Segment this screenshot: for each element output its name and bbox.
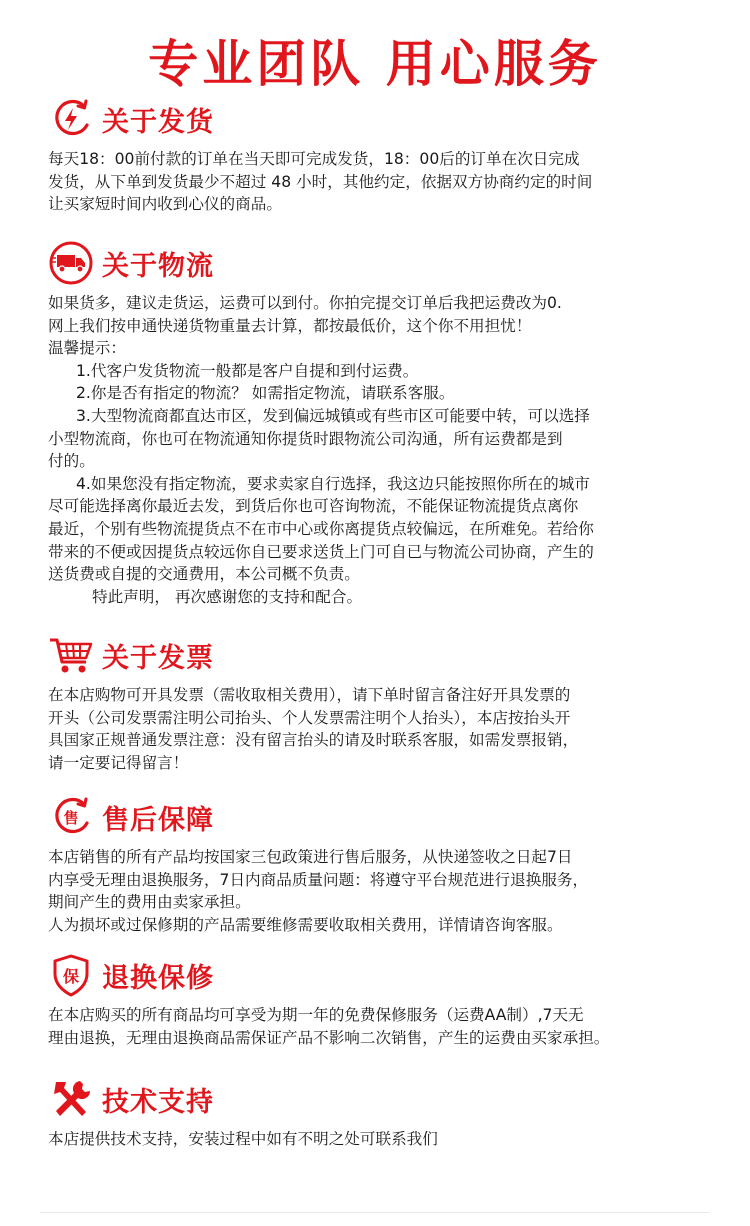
text-line: 4.如果您没有指定物流，要求卖家自行选择，我这边只能按照你所在的城市 (76, 474, 590, 493)
shield-warranty-icon (48, 952, 94, 998)
text-line: 2.你是否有指定的物流？ 如需指定物流，请联系客服。 (76, 384, 455, 403)
text-line: 本店销售的所有产品均按国家三包政策进行售后服务，从快递签收之日起7日 (48, 848, 573, 866)
section-title: 关于发票 (102, 642, 214, 674)
section-header (48, 952, 728, 998)
section-delivery (48, 96, 728, 216)
page-title: 专业团队 用心服务 (148, 35, 602, 93)
text-line: 3.大型物流商都直达市区，发到偏远城镇或有些市区可能要中转，可以选择 (76, 406, 590, 425)
text-line: 发货，从下单到发货最少不超过 48 小时，其他约定，依据双方协商约定的时间 (48, 172, 593, 191)
section-header (48, 632, 728, 678)
truck-icon (48, 240, 94, 286)
divider (40, 1212, 710, 1213)
section-logistics (48, 240, 728, 608)
section-body (48, 684, 728, 774)
text-line: 开头（公司发票需注明公司抬头、个人发票需注明个人抬头），本店按抬头开 (48, 708, 571, 727)
text-line: 特此声明， 再次感谢您的支持和配合。 (92, 587, 363, 606)
section-title: 关于发货 (102, 106, 214, 138)
delivery-lightning-icon (48, 96, 94, 142)
section-after-sales (48, 794, 728, 936)
text-line: 让买家短时间内收到心仪的商品。 (48, 195, 282, 214)
section-body (48, 1128, 728, 1151)
section-title: 退换保修 (102, 962, 214, 994)
svg-text:售: 售 (63, 809, 79, 827)
section-tech-support (48, 1076, 728, 1151)
text-line: 具国家正规普通发票注意：没有留言抬头的请及时联系客服，如需发票报销， (48, 731, 579, 750)
text-line: 每天18：00前付款的订单在当天即可完成发货，18：00后的订单在次日完成 (48, 150, 580, 168)
text-line: 如果货多，建议走货运，运费可以到付。你拍完提交订单后我把运费改为0. (48, 294, 562, 312)
section-body (48, 292, 728, 608)
section-title: 售后保障 (102, 804, 214, 836)
text-line: 最近，个别有些物流提货点不在市中心或你离提货点较偏远，在所难免。若给你 (48, 519, 594, 538)
section-header (48, 96, 728, 142)
section-body (48, 148, 728, 216)
text-line: 温馨提示： (48, 339, 126, 358)
text-line: 网上我们按申通快递货物重量去计算，都按最低价，这个你不用担忧！ (48, 316, 532, 335)
text-line: 小型物流商，你也可在物流通知你提货时跟物流公司沟通，所有运费都是到 (48, 429, 563, 448)
text-line: 带来的不便或因提货点较远你自已要求送货上门可自已与物流公司协商，产生的 (48, 542, 594, 561)
text-line: 期间产生的费用由卖家承担。 (48, 893, 251, 912)
text-line: 送货费或自提的交通费用，本公司概不负责。 (48, 565, 360, 584)
after-sales-icon (48, 794, 94, 840)
text-line: 内享受无理由退换服务，7日内商品质量问题：将遵守平台规范进行退换服务， (48, 870, 589, 889)
svg-text:保: 保 (62, 967, 80, 986)
section-title: 技术支持 (102, 1086, 214, 1118)
section-invoice (48, 632, 728, 774)
tools-icon (48, 1076, 94, 1122)
text-line: 在本店购买的所有商品均可享受为期一年的免费保修服务（运费AA制）,7天无 (48, 1006, 584, 1024)
section-title: 关于物流 (102, 250, 214, 282)
text-line: 请一定要记得留言！ (48, 753, 189, 772)
section-body (48, 1004, 728, 1049)
shopping-cart-icon (48, 632, 94, 678)
text-line: 尽可能选择离你最近去发，到货后你也可咨询物流，不能保证物流提货点离你 (48, 497, 579, 516)
text-line: 付的。 (48, 452, 95, 471)
section-body (48, 846, 728, 936)
text-line: 人为损坏或过保修期的产品需要维修需要收取相关费用，详情请咨询客服。 (48, 915, 563, 934)
text-line: 在本店购物可开具发票（需收取相关费用），请下单时留言备注好开具发票的 (48, 686, 571, 704)
section-warranty (48, 952, 728, 1049)
text-line: 1.代客户发货物流一般都是客户自提和到付运费。 (76, 361, 419, 380)
section-header (48, 1076, 728, 1122)
text-line: 理由退换，无理由退换商品需保证产品不影响二次销售，产生的运费由买家承担。 (48, 1028, 610, 1047)
text-line: 本店提供技术支持，安装过程中如有不明之处可联系我们 (48, 1130, 438, 1148)
section-header (48, 794, 728, 840)
section-header (48, 240, 728, 286)
